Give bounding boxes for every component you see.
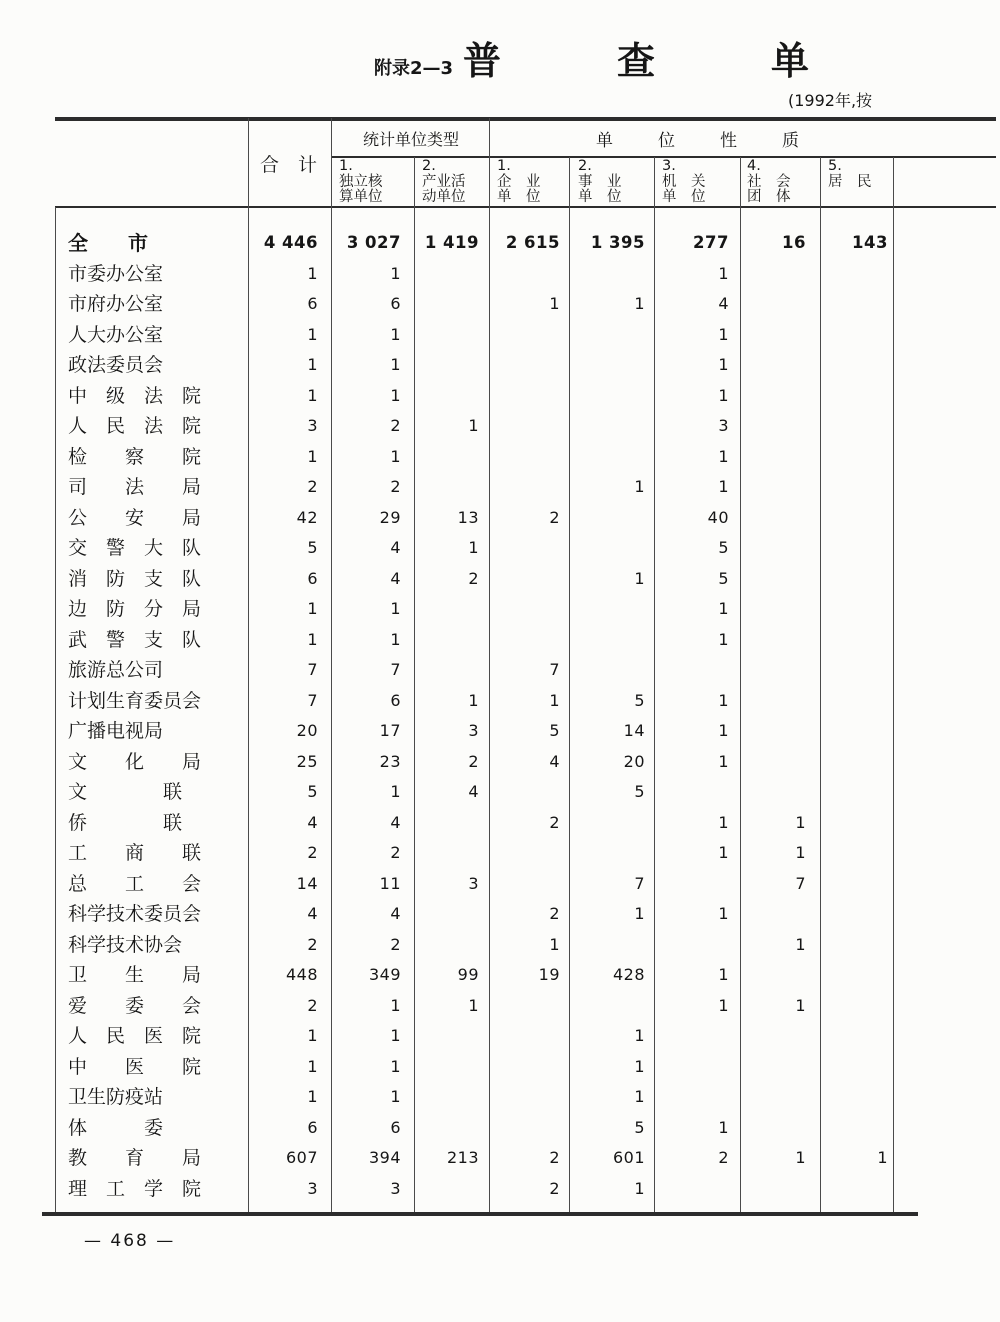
row-label: 科学技术委员会 — [68, 903, 202, 925]
table-row — [0, 777, 1000, 808]
sub-column-header-line: 1. — [497, 158, 511, 174]
row-label: 工 商 联 — [68, 842, 202, 864]
group-header-unit-type: 统计单位类型 — [362, 130, 459, 149]
cell-value: 19 — [538, 965, 560, 984]
cell-value: 99 — [457, 965, 479, 984]
cell-value: 2 — [307, 477, 318, 496]
sub-column-header-line: 2. — [422, 158, 436, 174]
cell-value: 2 — [468, 751, 479, 771]
cell-value: 5 — [634, 782, 645, 801]
cell-value: 1 — [390, 1087, 401, 1106]
table-row — [0, 411, 1000, 442]
sub-column-header-line: 产业活 — [422, 173, 466, 190]
sub-column-header-line: 5. — [828, 158, 842, 174]
row-label: 公 安 局 — [68, 506, 202, 529]
cell-value: 4 — [390, 904, 401, 923]
table-row — [0, 686, 1000, 717]
table-row — [0, 960, 1000, 991]
cell-value: 213 — [446, 1148, 479, 1167]
cell-value: 2 — [390, 416, 401, 435]
cell-value: 1 — [307, 629, 318, 649]
sub-column-header-line: 2. — [578, 158, 592, 174]
table-row — [0, 228, 1000, 259]
sub-column-header — [828, 159, 892, 190]
header-bottom-rule — [55, 206, 996, 208]
cell-value: 17 — [379, 721, 401, 740]
cell-value: 2 — [390, 843, 401, 862]
cell-value: 1 — [468, 538, 479, 557]
cell-value: 1 — [718, 263, 729, 283]
sub-column-header-line: 单 位 — [578, 189, 622, 205]
cell-value: 1 — [795, 812, 806, 832]
table-row — [0, 1113, 1000, 1144]
row-label: 全 市 — [68, 231, 148, 255]
cell-value: 2 — [307, 843, 318, 862]
cell-value: 1 — [718, 995, 729, 1015]
cell-value: 277 — [693, 233, 729, 252]
cell-value: 2 — [718, 1148, 729, 1167]
cell-value: 1 395 — [590, 233, 645, 252]
cell-value: 5 — [718, 568, 729, 588]
cell-value: 1 — [307, 599, 318, 618]
row-label: 教 育 局 — [68, 1147, 202, 1169]
cell-value: 2 — [307, 995, 318, 1015]
cell-value: 3 — [468, 873, 479, 893]
row-label: 文 联 — [68, 781, 183, 803]
row-label: 消 防 支 队 — [68, 567, 202, 590]
cell-value: 6 — [390, 690, 401, 710]
table-row — [0, 1143, 1000, 1174]
cell-value: 1 — [718, 629, 729, 649]
cell-value: 1 — [634, 1178, 645, 1198]
cell-value: 5 — [549, 721, 560, 740]
table-row — [0, 899, 1000, 930]
cell-value: 1 — [718, 477, 729, 496]
cell-value: 3 — [390, 1178, 401, 1198]
sub-column-header-line: 企 业 — [497, 173, 541, 190]
row-label: 人 民 法 院 — [68, 415, 202, 437]
sub-column-header-line: 算单位 — [339, 189, 383, 205]
cell-value: 23 — [379, 751, 401, 771]
cell-value: 1 — [468, 416, 479, 435]
sub-column-header-line: 机 关 — [662, 173, 706, 190]
table-row — [0, 381, 1000, 412]
cell-value: 3 — [307, 1178, 318, 1198]
cell-value: 42 — [296, 507, 318, 527]
cell-value: 1 — [390, 782, 401, 801]
cell-value: 1 — [549, 690, 560, 710]
cell-value: 428 — [612, 965, 645, 984]
cell-value: 1 — [718, 599, 729, 618]
table-border-top — [55, 117, 996, 121]
cell-value: 4 — [468, 782, 479, 801]
cell-value: 6 — [307, 294, 318, 313]
group-header-unit-nature: 单位性质 — [596, 131, 844, 151]
row-label: 科学技术协会 — [68, 933, 183, 956]
table-row — [0, 869, 1000, 900]
cell-value: 1 — [390, 1056, 401, 1076]
cell-value: 5 — [307, 538, 318, 557]
table-row — [0, 747, 1000, 778]
cell-value: 1 — [634, 904, 645, 923]
cell-value: 1 — [718, 690, 729, 710]
cell-value: 6 — [390, 1117, 401, 1137]
cell-value: 40 — [707, 507, 729, 527]
table-row — [0, 991, 1000, 1022]
cell-value: 2 — [307, 934, 318, 954]
cell-value: 1 — [718, 843, 729, 862]
cell-value: 3 — [307, 416, 318, 435]
cell-value: 3 027 — [346, 233, 401, 252]
cell-value: 1 — [390, 263, 401, 283]
cell-value: 4 — [390, 538, 401, 557]
appendix-label: 附录2—3 — [374, 58, 454, 79]
cell-value: 1 — [718, 721, 729, 740]
sub-column-header-line: 4. — [747, 158, 761, 174]
row-label: 爱 委 会 — [68, 994, 202, 1017]
sub-column-header-line: 社 会 — [747, 173, 791, 190]
table-row — [0, 503, 1000, 534]
cell-value: 1 — [390, 385, 401, 405]
table-row — [0, 259, 1000, 290]
row-label: 市府办公室 — [68, 293, 164, 315]
table-row — [0, 442, 1000, 473]
cell-value: 1 — [718, 751, 729, 771]
sub-column-header — [662, 159, 728, 206]
row-label: 文 化 局 — [68, 750, 202, 773]
cell-value: 2 — [468, 568, 479, 588]
cell-value: 5 — [634, 690, 645, 710]
row-label: 政法委员会 — [68, 354, 164, 376]
cell-value: 1 — [795, 843, 806, 862]
cell-value: 5 — [307, 782, 318, 801]
cell-value: 2 615 — [505, 233, 560, 252]
cell-value: 1 — [549, 934, 560, 954]
cell-value: 448 — [285, 965, 318, 984]
sub-column-header — [497, 159, 561, 206]
cell-value: 394 — [368, 1148, 401, 1167]
cell-value: 1 — [307, 1056, 318, 1076]
cell-value: 2 — [549, 812, 560, 832]
cell-value: 3 — [718, 416, 729, 435]
table-row — [0, 838, 1000, 869]
table-row — [0, 350, 1000, 381]
cell-value: 1 — [390, 629, 401, 649]
cell-value: 1 — [795, 1148, 806, 1167]
cell-value: 1 — [718, 324, 729, 344]
cell-value: 1 — [718, 446, 729, 466]
cell-value: 1 — [718, 1117, 729, 1137]
sub-column-header-line: 单 位 — [662, 189, 706, 205]
row-label: 人 民 医 院 — [68, 1025, 202, 1047]
cell-value: 7 — [634, 873, 645, 893]
cell-value: 1 — [718, 355, 729, 374]
table-row — [0, 808, 1000, 839]
sub-column-header-line: 3. — [662, 158, 676, 174]
table-row — [0, 594, 1000, 625]
row-label: 体 委 — [68, 1116, 164, 1139]
cell-value: 6 — [307, 1117, 318, 1137]
row-label: 中 医 院 — [68, 1055, 202, 1078]
cell-value: 1 — [634, 1087, 645, 1106]
cell-value: 1 419 — [424, 233, 479, 252]
row-label: 旅游总公司 — [68, 659, 164, 681]
table-row — [0, 1021, 1000, 1052]
cell-value: 2 — [549, 904, 560, 923]
cell-value: 7 — [390, 660, 401, 679]
table-border-bottom — [42, 1212, 918, 1216]
cell-value: 16 — [782, 233, 806, 252]
cell-value: 1 — [390, 599, 401, 618]
cell-value: 2 — [549, 507, 560, 527]
cell-value: 1 — [718, 385, 729, 405]
row-label: 广播电视局 — [68, 720, 164, 742]
cell-value: 4 446 — [263, 233, 318, 252]
cell-value: 1 — [390, 324, 401, 344]
table-row — [0, 564, 1000, 595]
sub-column-header-line: 事 业 — [578, 173, 622, 190]
row-label: 武 警 支 队 — [68, 628, 202, 651]
cell-value: 349 — [368, 965, 401, 984]
cell-value: 2 — [549, 1148, 560, 1167]
table-row — [0, 1082, 1000, 1113]
cell-value: 1 — [795, 934, 806, 954]
cell-value: 1 — [307, 263, 318, 283]
cell-value: 1 — [307, 1087, 318, 1106]
row-label: 总 工 会 — [68, 872, 202, 895]
table-row — [0, 289, 1000, 320]
cell-value: 1 — [718, 812, 729, 832]
column-header-total: 合 计 — [260, 154, 318, 176]
cell-value: 1 — [634, 1026, 645, 1045]
cell-value: 14 — [296, 873, 318, 893]
cell-value: 1 — [307, 1026, 318, 1045]
cell-value: 20 — [623, 751, 645, 771]
page-title: 普查单 — [463, 38, 926, 83]
cell-value: 1 — [634, 568, 645, 588]
cell-value: 2 — [390, 477, 401, 496]
cell-value: 601 — [612, 1148, 645, 1167]
cell-value: 1 — [307, 324, 318, 344]
cell-value: 7 — [795, 873, 806, 893]
cell-value: 6 — [307, 568, 318, 588]
cell-value: 1 — [468, 995, 479, 1015]
cell-value: 1 — [307, 446, 318, 466]
cell-value: 2 — [549, 1178, 560, 1198]
sub-column-header-line: 团 体 — [747, 189, 791, 205]
cell-value: 1 — [877, 1148, 888, 1167]
sub-column-header-line: 单 位 — [497, 189, 541, 205]
sub-column-header-line: 独立核 — [339, 173, 383, 190]
row-label: 交 警 大 队 — [68, 537, 202, 559]
row-label: 卫生防疫站 — [68, 1086, 164, 1108]
cell-value: 1 — [718, 965, 729, 984]
cell-value: 1 — [390, 995, 401, 1015]
sub-column-header — [422, 159, 484, 206]
cell-value: 2 — [390, 934, 401, 954]
row-label: 中 级 法 院 — [68, 384, 202, 407]
cell-value: 1 — [390, 446, 401, 466]
cell-value: 20 — [296, 721, 318, 740]
sub-column-header — [578, 159, 644, 206]
cell-value: 1 — [634, 1056, 645, 1076]
table-row — [0, 320, 1000, 351]
cell-value: 5 — [718, 538, 729, 557]
cell-value: 1 — [634, 294, 645, 313]
cell-value: 7 — [307, 690, 318, 710]
row-label: 边 防 分 局 — [68, 598, 202, 620]
sub-column-header-line: 动单位 — [422, 189, 466, 205]
cell-value: 4 — [718, 294, 729, 313]
cell-value: 4 — [307, 812, 318, 832]
row-label: 司 法 局 — [68, 476, 202, 498]
cell-value: 6 — [390, 294, 401, 313]
cell-value: 7 — [307, 660, 318, 679]
cell-value: 1 — [307, 355, 318, 374]
row-label: 计划生育委员会 — [68, 689, 202, 712]
cell-value: 11 — [379, 873, 401, 893]
cell-value: 1 — [549, 294, 560, 313]
sub-column-header — [339, 159, 409, 206]
sub-column-header-line: 1. — [339, 158, 353, 174]
cell-value: 1 — [390, 355, 401, 374]
cell-value: 1 — [307, 385, 318, 405]
cell-value: 25 — [296, 751, 318, 771]
table-row — [0, 655, 1000, 686]
table-row — [0, 716, 1000, 747]
table-row — [0, 472, 1000, 503]
table-row — [0, 625, 1000, 656]
page-subtitle: (1992年,按 — [788, 91, 873, 110]
row-label: 人大办公室 — [68, 323, 164, 346]
row-label: 检 察 院 — [68, 445, 202, 468]
row-label: 卫 生 局 — [68, 964, 202, 986]
cell-value: 1 — [718, 904, 729, 923]
cell-value: 4 — [390, 568, 401, 588]
cell-value: 4 — [549, 751, 560, 771]
page-number: — 468 — — [84, 1231, 176, 1251]
cell-value: 5 — [634, 1117, 645, 1137]
cell-value: 607 — [285, 1148, 318, 1167]
cell-value: 143 — [852, 233, 888, 252]
cell-value: 4 — [390, 812, 401, 832]
cell-value: 29 — [379, 507, 401, 527]
sub-column-header — [747, 159, 813, 206]
cell-value: 1 — [795, 995, 806, 1015]
table-row — [0, 1174, 1000, 1205]
cell-value: 4 — [307, 904, 318, 923]
cell-value: 7 — [549, 660, 560, 679]
cell-value: 13 — [457, 507, 479, 527]
cell-value: 1 — [634, 477, 645, 496]
sub-column-header-line: 居 民 — [828, 173, 872, 190]
table-row — [0, 1052, 1000, 1083]
row-label: 侨 联 — [68, 811, 183, 834]
cell-value: 14 — [623, 721, 645, 740]
row-label: 理 工 学 院 — [68, 1177, 202, 1200]
row-label: 市委办公室 — [68, 262, 164, 285]
table-row — [0, 533, 1000, 564]
cell-value: 1 — [390, 1026, 401, 1045]
cell-value: 1 — [468, 690, 479, 710]
table-row — [0, 930, 1000, 961]
cell-value: 3 — [468, 721, 479, 740]
